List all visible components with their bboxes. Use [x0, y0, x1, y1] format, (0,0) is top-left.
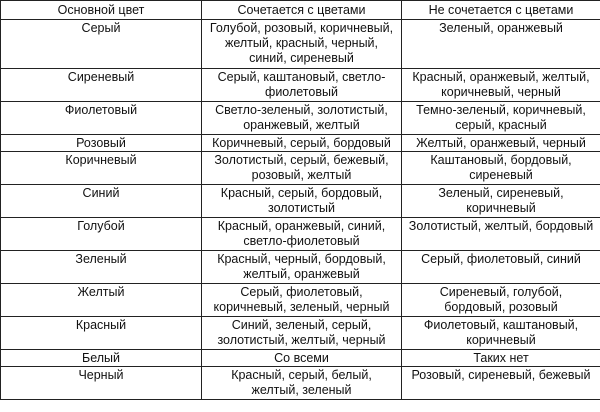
mismatches-cell: Серый, фиолетовый, синий	[402, 251, 600, 284]
base-color-cell: Желтый	[1, 284, 202, 317]
mismatches-cell: Красный, оранжевый, желтый, коричневый, черный	[402, 69, 600, 102]
mismatches-cell: Золотистый, желтый, бордовый	[402, 218, 600, 251]
table-row	[1, 317, 600, 350]
mismatches-cell: Розовый, сиреневый, бежевый	[402, 367, 600, 400]
mismatches-cell: Сиреневый, голубой, бордовый, розовый	[402, 284, 600, 317]
mismatches-cell: Таких нет	[402, 350, 600, 367]
base-color-cell: Черный	[1, 367, 202, 400]
table-row	[1, 350, 600, 367]
base-color-cell: Красный	[1, 317, 202, 350]
base-color-cell: Розовый	[1, 135, 202, 152]
table-row	[1, 135, 600, 152]
header-base-color: Основной цвет	[1, 1, 202, 20]
table-row	[1, 218, 600, 251]
base-color-cell: Зеленый	[1, 251, 202, 284]
matches-cell: Серый, каштановый, светло-фиолетовый	[202, 69, 402, 102]
table-row	[1, 185, 600, 218]
mismatches-cell: Фиолетовый, каштановый, коричневый	[402, 317, 600, 350]
table-row	[1, 367, 600, 400]
mismatches-cell: Зеленый, оранжевый	[402, 20, 600, 69]
header-row	[1, 1, 600, 20]
base-color-cell: Белый	[1, 350, 202, 367]
matches-cell: Золотистый, серый, бежевый, розовый, желтый	[202, 152, 402, 185]
matches-cell: Красный, оранжевый, синий, светло-фиолетовый	[202, 218, 402, 251]
base-color-cell: Фиолетовый	[1, 102, 202, 135]
base-color-cell: Серый	[1, 20, 202, 69]
matches-cell: Коричневый, серый, бордовый	[202, 135, 402, 152]
base-color-cell: Коричневый	[1, 152, 202, 185]
header-matches: Сочетается с цветами	[202, 1, 402, 20]
matches-cell: Красный, черный, бордовый, желтый, оранжевый	[202, 251, 402, 284]
matches-cell: Со всеми	[202, 350, 402, 367]
table-row	[1, 102, 600, 135]
base-color-cell: Сиреневый	[1, 69, 202, 102]
matches-cell: Светло-зеленый, золотистый, оранжевый, желтый	[202, 102, 402, 135]
table-row	[1, 69, 600, 102]
matches-cell: Синий, зеленый, серый, золотистый, желтый, черный	[202, 317, 402, 350]
matches-cell: Серый, фиолетовый, коричневый, зеленый, черный	[202, 284, 402, 317]
base-color-cell: Голубой	[1, 218, 202, 251]
table-row	[1, 152, 600, 185]
mismatches-cell: Желтый, оранжевый, черный	[402, 135, 600, 152]
base-color-cell: Синий	[1, 185, 202, 218]
mismatches-cell: Каштановый, бордовый, сиреневый	[402, 152, 600, 185]
mismatches-cell: Темно-зеленый, коричневый, серый, красный	[402, 102, 600, 135]
matches-cell: Голубой, розовый, коричневый, желтый, красный, черный, синий, сиреневый	[202, 20, 402, 69]
table-row	[1, 251, 600, 284]
mismatches-cell: Зеленый, сиреневый, коричневый	[402, 185, 600, 218]
table-row	[1, 284, 600, 317]
table-row	[1, 20, 600, 69]
header-mismatches: Не сочетается с цветами	[402, 1, 600, 20]
matches-cell: Красный, серый, бордовый, золотистый	[202, 185, 402, 218]
matches-cell: Красный, серый, белый, желтый, зеленый	[202, 367, 402, 400]
